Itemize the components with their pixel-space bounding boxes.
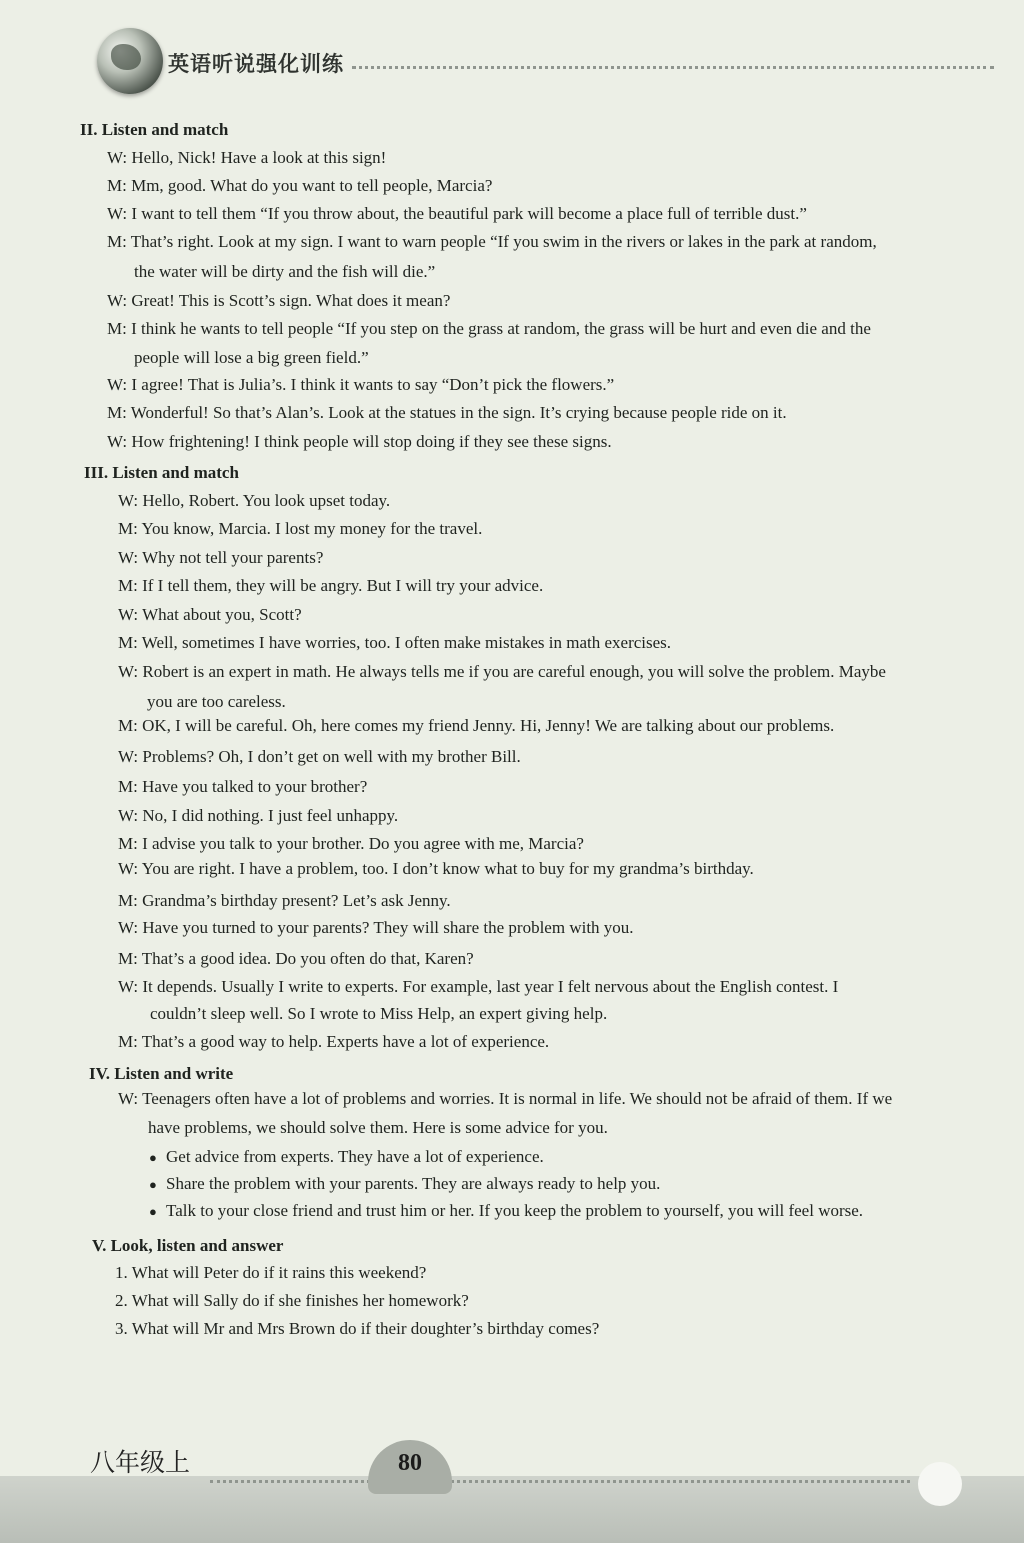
dialogue-line-continued: the water will be dirty and the fish will die.” (134, 262, 436, 281)
dialogue-line: W: It depends. Usually I write to experts. For example, last year I felt nervous about the English contest. I (118, 977, 839, 996)
dialogue-line: W: Great! This is Scott’s sign. What does it mean? (107, 291, 451, 310)
dialogue-line: M: That’s right. Look at my sign. I want to warn people “If you swim in the rivers or lakes in the park at random, (107, 232, 877, 251)
question-item: 1. What will Peter do if it rains this weekend? (115, 1263, 427, 1282)
dialogue-line: M: Well, sometimes I have worries, too. I often make mistakes in math exercises. (118, 633, 672, 652)
dialogue-line-continued: couldn’t sleep well. So I wrote to Miss Help, an expert giving help. (150, 1004, 608, 1023)
globe-icon (97, 28, 163, 94)
footer-divider (210, 1480, 910, 1483)
dialogue-line: M: That’s a good way to help. Experts have a lot of experience. (118, 1032, 550, 1051)
page-header (0, 0, 1024, 110)
section-heading-iv: IV. Listen and write (89, 1064, 234, 1083)
question-item: 2. What will Sally do if she finishes her homework? (115, 1291, 469, 1310)
dialogue-line: W: Hello, Robert. You look upset today. (118, 491, 391, 510)
dialogue-line: W: Problems? Oh, I don’t get on well with my brother Bill. (118, 747, 521, 766)
dialogue-line: M: If I tell them, they will be angry. But I will try your advice. (118, 576, 544, 595)
dialogue-line: W: How frightening! I think people will stop doing if they see these signs. (107, 432, 612, 451)
book-title: 英语听说强化训练 (168, 52, 344, 76)
footer-band (0, 1476, 1024, 1543)
section-heading-ii: II. Listen and match (80, 120, 229, 139)
dialogue-line-continued: you are too careless. (147, 692, 286, 711)
dialogue-line: W: What about you, Scott? (118, 605, 302, 624)
advice-item: Share the problem with your parents. They are always ready to help you. (166, 1174, 661, 1193)
bullet-icon: ● (149, 1150, 157, 1165)
section-heading-v: V. Look, listen and answer (92, 1236, 284, 1255)
bullet-icon: ● (149, 1177, 157, 1192)
dialogue-line: M: I think he wants to tell people “If you step on the grass at random, the grass will be hurt and even die and the (107, 319, 871, 338)
dialogue-line: W: Robert is an expert in math. He always tells me if you are careful enough, you will solve the problem. Maybe (118, 662, 886, 681)
dialogue-line: M: Mm, good. What do you want to tell people, Marcia? (107, 176, 493, 195)
dialogue-line: M: That’s a good idea. Do you often do that, Karen? (118, 949, 474, 968)
dialogue-line: W: Hello, Nick! Have a look at this sign! (107, 148, 387, 167)
advice-item: Talk to your close friend and trust him or her. If you keep the problem to yourself, you will feel worse. (166, 1201, 864, 1220)
dialogue-line-continued: people will lose a big green field.” (134, 348, 369, 367)
dialogue-line: W: No, I did nothing. I just feel unhappy. (118, 806, 399, 825)
dialogue-line: W: Have you turned to your parents? They will share the problem with you. (118, 918, 634, 937)
advice-item: Get advice from experts. They have a lot of experience. (166, 1147, 544, 1166)
dialogue-line: M: Grandma’s birthday present? Let’s ask Jenny. (118, 891, 451, 910)
dialogue-line: W: I agree! That is Julia’s. I think it wants to say “Don’t pick the flowers.” (107, 375, 615, 394)
corner-decoration (918, 1462, 962, 1506)
dialogue-line: W: Why not tell your parents? (118, 548, 324, 567)
dialogue-line: W: Teenagers often have a lot of problems and worries. It is normal in life. We should not be afraid of them. If we (118, 1089, 893, 1108)
dialogue-line: W: I want to tell them “If you throw about, the beautiful park will become a place full of terrible dust.” (107, 204, 807, 223)
section-heading-iii: III. Listen and match (84, 463, 239, 482)
page-number: 80 (398, 1450, 422, 1476)
dialogue-line: M: OK, I will be careful. Oh, here comes my friend Jenny. Hi, Jenny! We are talking about our problems. (118, 716, 835, 735)
question-item: 3. What will Mr and Mrs Brown do if their doughter’s birthday comes? (115, 1319, 600, 1338)
dialogue-line: M: You know, Marcia. I lost my money for the travel. (118, 519, 483, 538)
dialogue-line: M: I advise you talk to your brother. Do you agree with me, Marcia? (118, 834, 584, 853)
dialogue-line: M: Wonderful! So that’s Alan’s. Look at the statues in the sign. It’s crying because people ride on it. (107, 403, 787, 422)
dialogue-line-continued: have problems, we should solve them. Here is some advice for you. (148, 1118, 608, 1137)
bullet-icon: ● (149, 1204, 157, 1219)
header-divider (352, 66, 994, 69)
dialogue-line: W: You are right. I have a problem, too. I don’t know what to buy for my grandma’s birthday. (118, 859, 754, 878)
dialogue-line: M: Have you talked to your brother? (118, 777, 368, 796)
grade-label: 八年级上 (90, 1448, 191, 1477)
